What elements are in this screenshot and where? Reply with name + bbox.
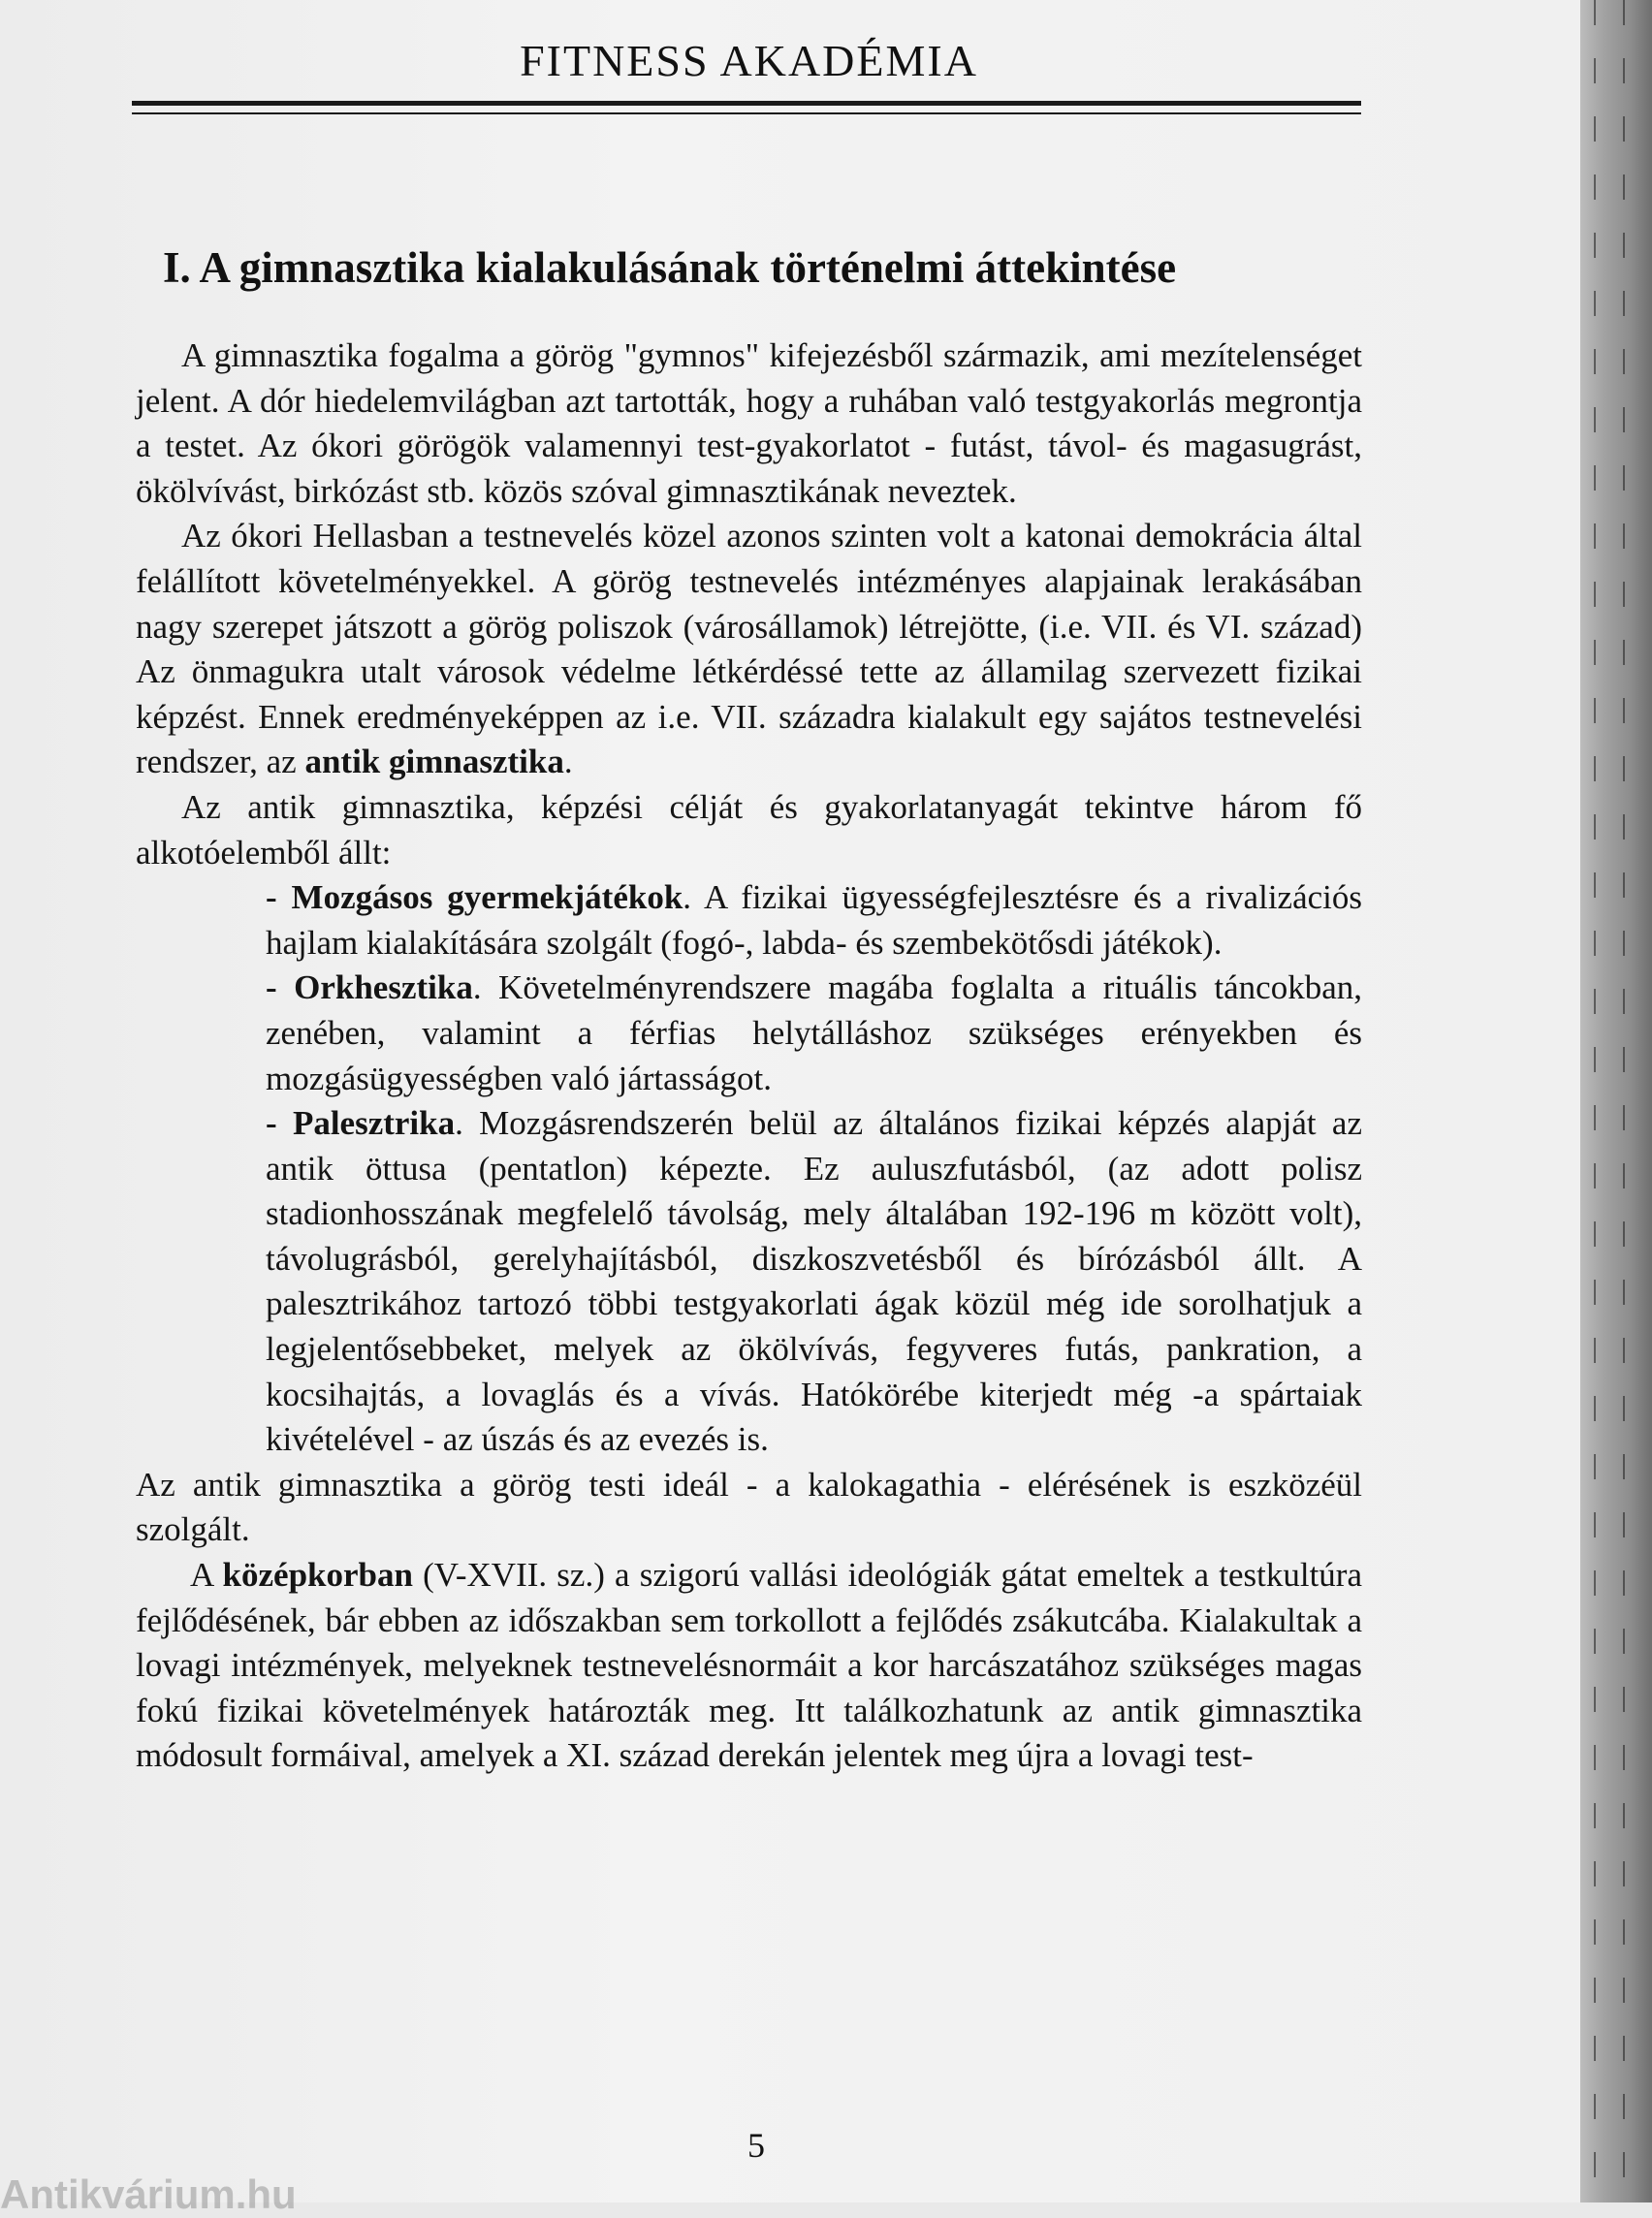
paragraph-5 bbox=[136, 1553, 1362, 1779]
paragraph-5-text: (V-XVII. sz.) a szigorú vallási ideológiák gátat emeltek a testkultúra fejlődésének, bár ebben az időszakban sem torkollott a fejlődés zsákutcába. Kialakultak a lovagi intézmények, melyeknek testnevelésnormáit a kor harcászatához szükséges magas fokú fizikai követelmények határozták meg. Itt találkozhatunk az antik gimnasztika módosult formáival, amelyek a XI. század derekán jelentek meg újra a lovagi test- bbox=[136, 1556, 1362, 1775]
header-rule-thin bbox=[132, 112, 1361, 114]
list-item-2-label: - Orkhesztika bbox=[266, 968, 473, 1007]
paragraph-1: A gimnasztika fogalma a görög "gymnos" kifejezésből származik, ami mezítelenséget jelent. A dór hiedelemvilágban azt tartották, hogy a ruhában való testgyakorlás megrontja a testet. Az ókori görögök valamennyi test-gyakorlatot - futást, távol- és magasugrást, ökölvívást, birkózást stb. közös szóval gimnasztikának neveztek. bbox=[136, 336, 1362, 510]
spine-stitch-line bbox=[1594, 0, 1596, 2202]
paragraph-4: Az antik gimnasztika a görög testi ideál - a kalokagathia - elérésének is eszközéül szolgált. bbox=[136, 1465, 1362, 1549]
chapter-title: I. A gimnasztika kialakulásának történelmi áttekintése bbox=[163, 243, 1177, 292]
list-item-1-text: . A fizikai ügyességfejlesztésre és a rivalizációs hajlam kialakítására szolgált (fogó-, labda- és szembekötősdi játékok). bbox=[266, 878, 1362, 962]
paragraph-2-end: . bbox=[563, 743, 573, 781]
body-text bbox=[136, 333, 1362, 1779]
header-rule-thick bbox=[132, 101, 1361, 106]
spine-stitch-line bbox=[1623, 0, 1625, 2202]
book-spine bbox=[1580, 0, 1652, 2202]
paragraph-5-bold: középkorban bbox=[222, 1556, 413, 1595]
paragraph-2 bbox=[136, 514, 1362, 785]
running-head: FITNESS AKADÉMIA bbox=[520, 36, 978, 85]
list-item-3 bbox=[266, 1101, 1362, 1463]
list-item-2 bbox=[266, 966, 1362, 1101]
page-number: 5 bbox=[747, 2126, 765, 2165]
paragraph-2-text: Az ókori Hellasban a testnevelés közel azonos szinten volt a katonai demokrácia által felállított követelményekkel. A görög testnevelés intézményes alapjainak lerakásában nagy szerepet játszott a görög poliszok (városállamok) létrejötte, (i.e. VII. és VI. század) Az önmagukra utalt városok védelme létkérdéssé tette az államilag szervezett fizikai képzést. Ennek eredményeképpen az i.e. VII. századra kialakult egy sajátos testnevelési rendszer, az bbox=[136, 517, 1362, 781]
list-item-1-label: - Mozgásos gyermekjátékok bbox=[266, 878, 683, 917]
list-item-2-text: . Követelményrendszere magába foglalta a rituális táncokban, zenében, valamint a férfias helytálláshoz szükséges erényekben és mozgásügyességben való jártasságot. bbox=[266, 968, 1362, 1097]
watermark: Antikvárium.hu bbox=[0, 2171, 297, 2217]
paragraph-2-bold: antik gimnasztika bbox=[304, 743, 564, 781]
list-item-3-label: - Palesztrika bbox=[266, 1104, 456, 1143]
paragraph-5-start: A bbox=[190, 1556, 223, 1595]
list-item-1 bbox=[266, 875, 1362, 966]
list-item-3-text: . Mozgásrendszerén belül az általános fizikai képzés alapját az antik öttusa (pentatlon) képezte. Ez auluszfutásból, (az adott polisz stadionhosszának megfelelő távolság, mely általában 192-196 m között volt), távolugrásból, gerelyhajításból, diszkoszvetésből és bírózásból állt. A palesztrikához tartozó többi testgyakorlati ágak közül még ide sorolhatjuk a legjelentősebbeket, melyek az ökölvívás, fegyveres futás, pankration, a kocsihajtás, a lovaglás és a vívás. Hatókörébe kiterjedt még -a spártaiak kivételével - az úszás és az evezés is. bbox=[266, 1104, 1363, 1459]
paragraph-3: Az antik gimnasztika, képzési célját és gyakorlatanyagát tekintve három fő alkotóelemből állt: bbox=[136, 787, 1362, 871]
